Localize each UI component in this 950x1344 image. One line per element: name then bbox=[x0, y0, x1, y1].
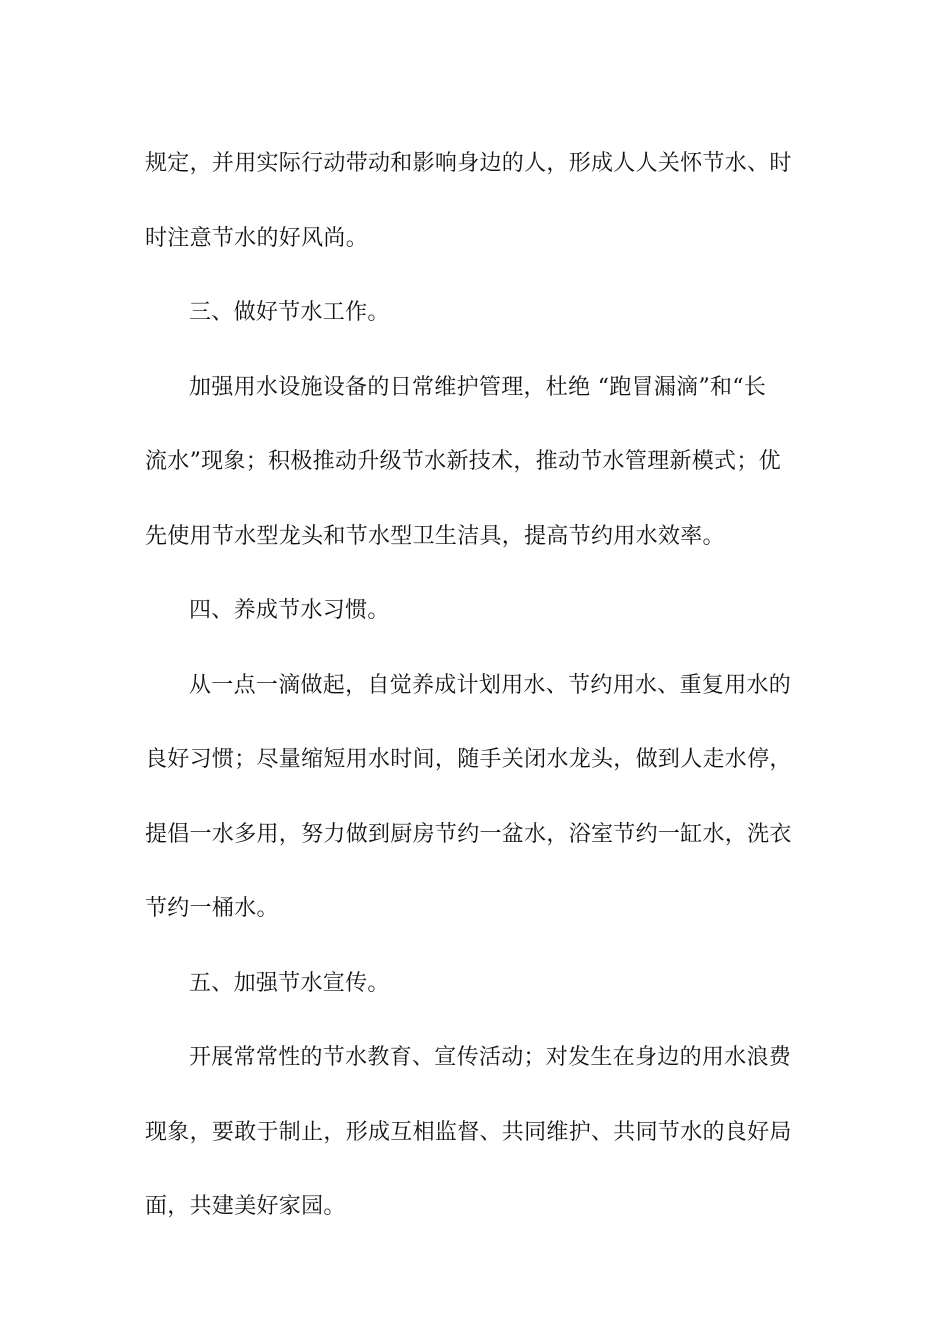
paragraph-line: 良好习惯；尽量缩短用水时间，随手关闭水龙头，做到人走水停， bbox=[145, 747, 792, 772]
section-heading: 四、养成节水习惯。 bbox=[189, 598, 390, 623]
paragraph-line: 节约一桶水。 bbox=[145, 896, 279, 921]
paragraph-line: 加强用水设施设备的日常维护管理，杜绝 “跑冒漏滴”和“长 bbox=[189, 374, 767, 400]
paragraph-line: 时注意节水的好风尚。 bbox=[145, 225, 369, 251]
paragraph-line: 规定，并用实际行动带动和影响身边的人，形成人人关怀节水、时 bbox=[145, 151, 792, 176]
paragraph-line: 开展常常性的节水教育、宣传活动；对发生在身边的用水浪费 bbox=[189, 1045, 792, 1070]
paragraph-line: 从一点一滴做起，自觉养成计划用水、节约用水、重复用水的 bbox=[189, 672, 792, 698]
document-body bbox=[145, 127, 810, 1245]
section-heading: 五、加强节水宣传。 bbox=[189, 970, 390, 996]
paragraph-line: 现象，要敢于制止，形成互相监督、共同维护、共同节水的良好局 bbox=[145, 1119, 792, 1145]
paragraph-line: 面，共建美好家园。 bbox=[145, 1194, 346, 1219]
paragraph-line: 提倡一水多用，努力做到厨房节约一盆水，浴室节约一缸水，洗衣 bbox=[145, 821, 792, 847]
paragraph-line: 先使用节水型龙头和节水型卫生洁具，提高节约用水效率。 bbox=[145, 523, 725, 549]
paragraph-line: 流水”现象；积极推动升级节水新技术，推动节水管理新模式；优 bbox=[145, 449, 781, 474]
section-heading: 三、做好节水工作。 bbox=[189, 300, 390, 325]
